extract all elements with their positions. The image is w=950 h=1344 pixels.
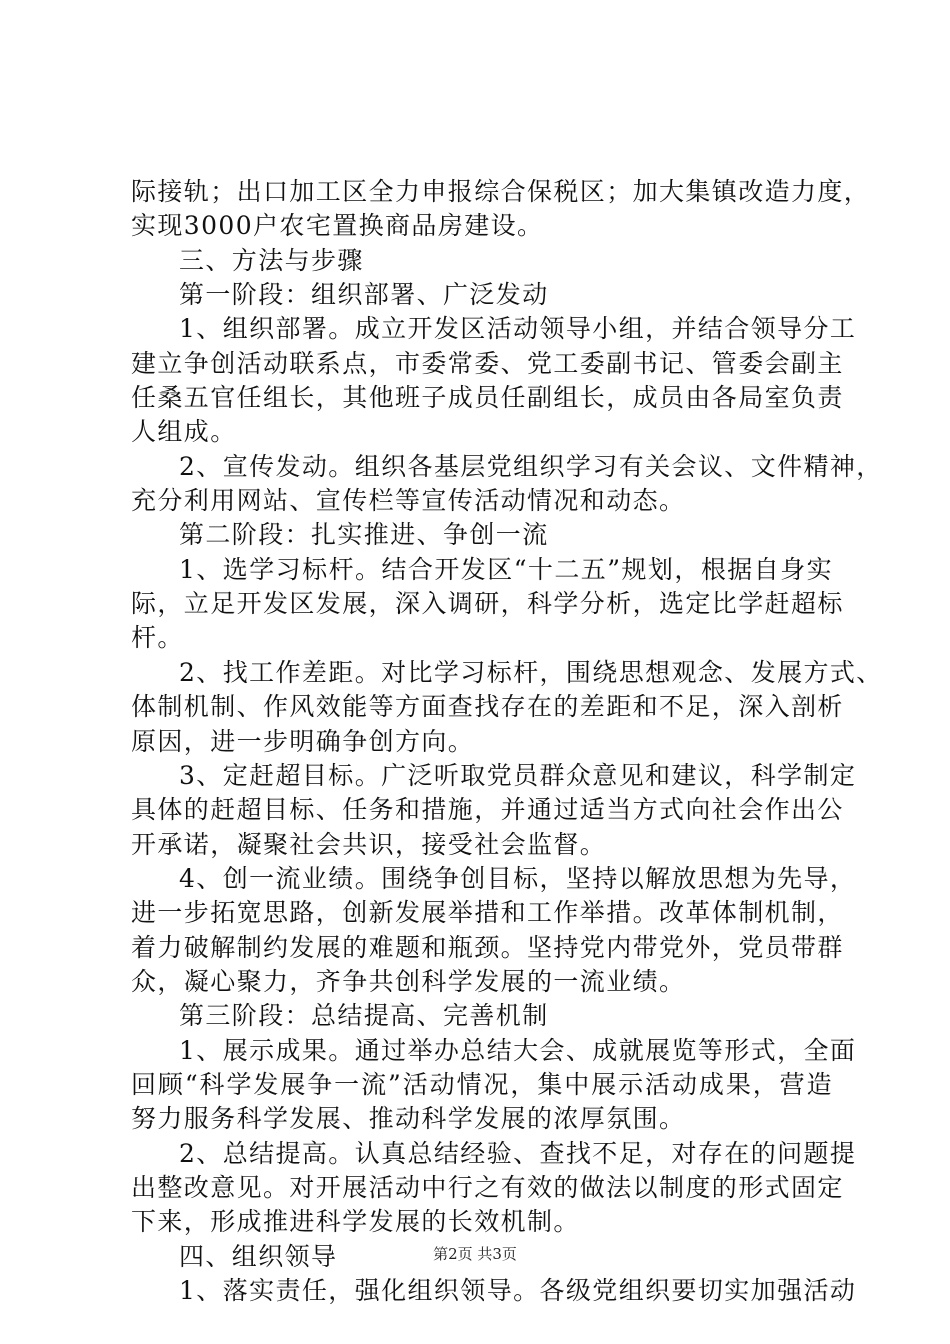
stage-heading: 第二阶段：扎实推进、争创一流 — [179, 520, 549, 550]
text-line: 努力服务科学发展、推动科学发展的浓厚氛围。 — [131, 1104, 686, 1134]
text-line: 开承诺，凝聚社会共识，接受社会监督。 — [131, 829, 607, 859]
page-footer — [0, 1244, 950, 1264]
text-line: 1、组织部署。成立开发区活动领导小组，并结合领导分工 — [179, 314, 857, 344]
text-line: 实现3000户农宅置换商品房建设。 — [131, 211, 544, 241]
text-line: 任桑五官任组长，其他班子成员任副组长，成员由各局室负责 — [131, 383, 844, 413]
text-line: 1、展示成果。通过举办总结大会、成就展览等形式，全面 — [179, 1035, 857, 1065]
text-line: 1、选学习标杆。结合开发区“十二五”规划，根据自身实 — [179, 554, 833, 584]
text-line: 具体的赶超目标、任务和措施，并通过适当方式向社会作出公 — [131, 795, 844, 825]
text-line: 际接轨；出口加工区全力申报综合保税区；加大集镇改造力度， — [131, 177, 871, 206]
text-line: 建立争创活动联系点，市委常委、党工委副书记、管委会副主 — [131, 348, 844, 378]
text-line: 着力破解制约发展的难题和瓶颈。坚持党内带党外，党员带群 — [131, 932, 844, 962]
stage-heading: 第三阶段：总结提高、完善机制 — [179, 1001, 549, 1031]
text-line: 原因，进一步明确争创方向。 — [131, 726, 475, 756]
text-line: 进一步拓宽思路，创新发展举措和工作举措。改革体制机制， — [131, 898, 844, 928]
text-line: 充分利用网站、宣传栏等宣传活动情况和动态。 — [131, 486, 686, 516]
page-number: 第2页 共3页 — [433, 1245, 517, 1263]
text-line: 众，凝心聚力，齐争共创科学发展的一流业绩。 — [131, 966, 686, 996]
text-line: 2、宣传发动。组织各基层党组织学习有关会议、文件精神， — [179, 451, 883, 481]
text-line: 1、落实责任，强化组织领导。各级党组织要切实加强活动 — [179, 1276, 857, 1305]
text-line: 杆。 — [131, 623, 184, 653]
section-heading: 三、方法与步骤 — [179, 245, 364, 275]
text-line: 3、定赶超目标。广泛听取党员群众意见和建议，科学制定 — [179, 760, 857, 790]
text-line: 回顾“科学发展争一流”活动情况，集中展示活动成果，营造 — [131, 1069, 833, 1099]
text-line: 出整改意见。对开展活动中行之有效的做法以制度的形式固定 — [131, 1172, 844, 1202]
section-heading: 四、组织领导 — [179, 1241, 338, 1271]
text-line: 下来，形成推进科学发展的长效机制。 — [131, 1207, 580, 1237]
stage-heading: 第一阶段：组织部署、广泛发动 — [179, 280, 549, 310]
text-line: 2、找工作差距。对比学习标杆，围绕思想观念、发展方式、 — [179, 657, 883, 687]
text-line: 人组成。 — [131, 417, 237, 447]
text-line: 2、总结提高。认真总结经验、查找不足，对存在的问题提 — [179, 1138, 857, 1168]
text-line: 4、创一流业绩。围绕争创目标，坚持以解放思想为先导， — [179, 863, 857, 893]
document-body — [131, 175, 883, 1308]
text-line: 际，立足开发区发展，深入调研，科学分析，选定比学赶超标 — [131, 589, 844, 619]
text-line: 体制机制、作风效能等方面查找存在的差距和不足，深入剖析 — [131, 692, 844, 722]
